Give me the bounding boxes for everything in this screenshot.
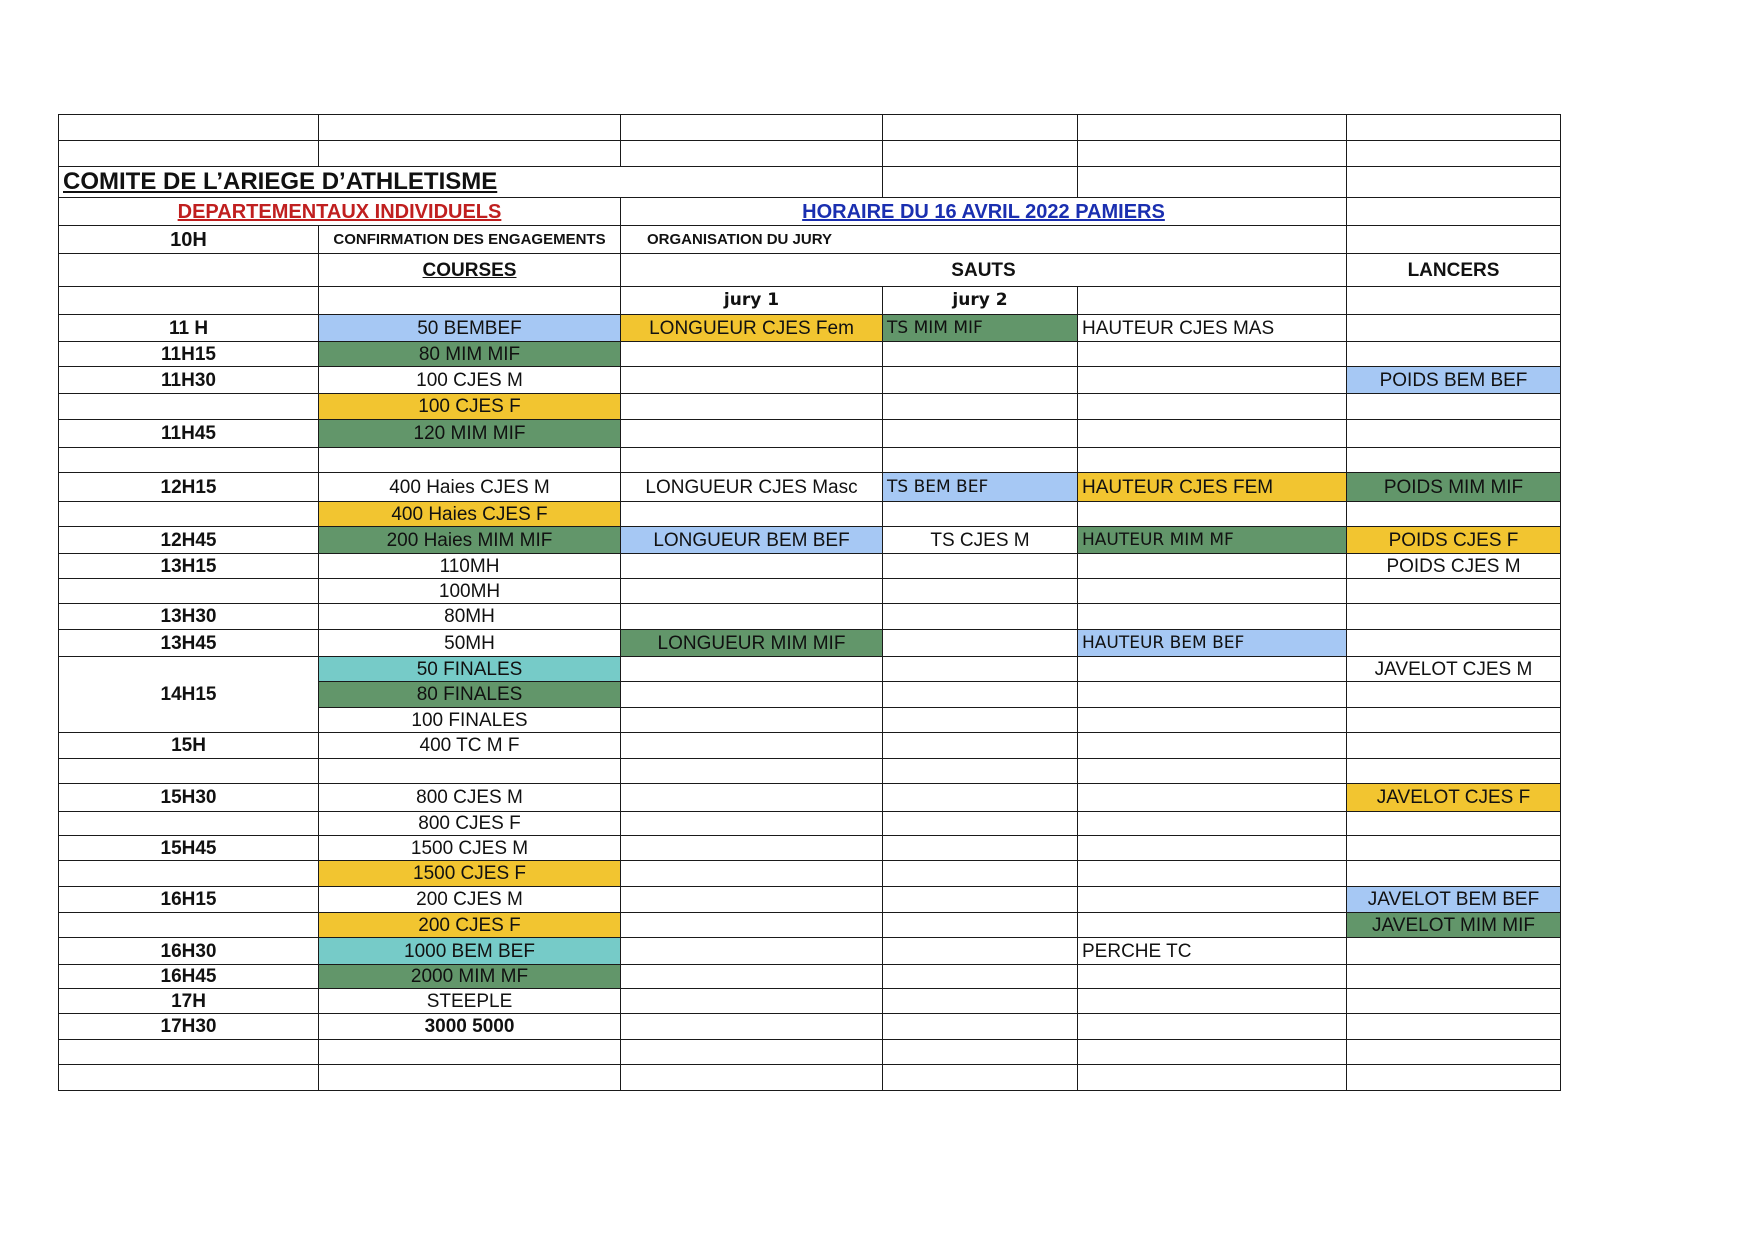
schedule-table: [58, 114, 1561, 1091]
time-cell: 11H15: [59, 342, 319, 367]
courses-event-cell: STEEPLE: [319, 989, 621, 1014]
jury2-event-cell: [883, 420, 1078, 448]
jury2-event-cell: [883, 502, 1078, 527]
time-cell: [59, 579, 319, 604]
jury1-event-cell: [621, 1014, 883, 1040]
hauteur-event-cell: [1078, 420, 1347, 448]
lancers-event-cell: POIDS CJES F: [1347, 527, 1561, 554]
courses-event-cell: [319, 1065, 621, 1091]
time-cell: [59, 913, 319, 938]
jury2-event-cell: [883, 784, 1078, 812]
schedule-row: [59, 913, 1561, 938]
courses-event-cell: 400 Haies CJES F: [319, 502, 621, 527]
committee-title: COMITE DE L’ARIEGE D’ATHLETISME: [59, 167, 883, 198]
hauteur-event-cell: [1078, 887, 1347, 913]
jury1-event-cell: [621, 759, 883, 784]
courses-event-cell: 50 BEMBEF: [319, 315, 621, 342]
time-cell: [59, 394, 319, 420]
jury-2-heading: jury 2: [883, 287, 1078, 315]
time-cell: 11H45: [59, 420, 319, 448]
jury1-event-cell: [621, 861, 883, 887]
hauteur-event-cell: [1078, 1014, 1347, 1040]
lancers-event-cell: [1347, 502, 1561, 527]
lancers-heading: LANCERS: [1347, 254, 1561, 287]
jury2-event-cell: [883, 604, 1078, 630]
lancers-event-cell: [1347, 938, 1561, 965]
courses-event-cell: 3000 5000: [319, 1014, 621, 1040]
jury2-event-cell: [883, 708, 1078, 733]
time-cell: 15H: [59, 733, 319, 759]
jury1-event-cell: LONGUEUR CJES Masc: [621, 473, 883, 502]
hauteur-event-cell: HAUTEUR CJES FEM: [1078, 473, 1347, 502]
hauteur-event-cell: [1078, 502, 1347, 527]
time-cell: [59, 861, 319, 887]
jury1-event-cell: LONGUEUR CJES Fem: [621, 315, 883, 342]
hauteur-event-cell: [1078, 657, 1347, 682]
schedule-row: [59, 1014, 1561, 1040]
time-cell: [59, 1065, 319, 1091]
courses-event-cell: 2000 MIM MF: [319, 965, 621, 989]
schedule-rows: [59, 315, 1561, 1091]
jury1-event-cell: [621, 887, 883, 913]
courses-event-cell: 800 CJES F: [319, 812, 621, 836]
time-cell: [59, 502, 319, 527]
jury1-event-cell: [621, 342, 883, 367]
lancers-event-cell: [1347, 989, 1561, 1014]
schedule-row: [59, 938, 1561, 965]
header-row-sections: [59, 254, 1561, 287]
courses-event-cell: [319, 1040, 621, 1065]
schedule-row: [59, 367, 1561, 394]
jury1-event-cell: [621, 367, 883, 394]
courses-event-cell: 200 CJES M: [319, 887, 621, 913]
jury1-event-cell: [621, 604, 883, 630]
time-cell: 13H45: [59, 630, 319, 657]
sauts-heading: SAUTS: [621, 254, 1347, 287]
schedule-row: [59, 448, 1561, 473]
time-cell: 15H45: [59, 836, 319, 861]
courses-event-cell: 120 MIM MIF: [319, 420, 621, 448]
jury2-event-cell: [883, 554, 1078, 579]
jury1-event-cell: [621, 554, 883, 579]
courses-event-cell: 80MH: [319, 604, 621, 630]
header-row-opening: [59, 226, 1561, 254]
schedule-row: [59, 812, 1561, 836]
lancers-event-cell: [1347, 604, 1561, 630]
schedule-row: [59, 502, 1561, 527]
hauteur-event-cell: [1078, 554, 1347, 579]
lancers-event-cell: [1347, 448, 1561, 473]
time-cell: 14H15: [59, 657, 319, 733]
hauteur-event-cell: [1078, 394, 1347, 420]
time-cell: 12H15: [59, 473, 319, 502]
courses-event-cell: 100 FINALES: [319, 708, 621, 733]
time-cell: 16H30: [59, 938, 319, 965]
courses-event-cell: 80 MIM MIF: [319, 342, 621, 367]
hauteur-event-cell: [1078, 1040, 1347, 1065]
schedule-row: [59, 394, 1561, 420]
jury2-event-cell: [883, 579, 1078, 604]
hauteur-event-cell: [1078, 861, 1347, 887]
schedule-date-title: HORAIRE DU 16 AVRIL 2022 PAMIERS: [621, 198, 1347, 226]
hauteur-event-cell: HAUTEUR CJES MAS: [1078, 315, 1347, 342]
schedule-row: [59, 527, 1561, 554]
jury2-event-cell: [883, 1040, 1078, 1065]
jury1-event-cell: [621, 708, 883, 733]
courses-event-cell: 1500 CJES F: [319, 861, 621, 887]
jury1-event-cell: [621, 812, 883, 836]
jury2-event-cell: TS BEM BEF: [883, 473, 1078, 502]
lancers-event-cell: [1347, 1065, 1561, 1091]
courses-event-cell: 80 FINALES: [319, 682, 621, 708]
jury2-event-cell: [883, 1014, 1078, 1040]
championship-subtitle: DEPARTEMENTAUX INDIVIDUELS: [59, 198, 621, 226]
lancers-event-cell: JAVELOT MIM MIF: [1347, 913, 1561, 938]
schedule-row: [59, 965, 1561, 989]
lancers-event-cell: [1347, 630, 1561, 657]
jury1-event-cell: [621, 913, 883, 938]
courses-event-cell: 110MH: [319, 554, 621, 579]
header-row-title: [59, 167, 1561, 198]
lancers-event-cell: [1347, 579, 1561, 604]
schedule-row: [59, 989, 1561, 1014]
jury2-event-cell: [883, 448, 1078, 473]
courses-event-cell: 50MH: [319, 630, 621, 657]
hauteur-event-cell: HAUTEUR MIM MF: [1078, 527, 1347, 554]
hauteur-event-cell: [1078, 604, 1347, 630]
hauteur-event-cell: [1078, 733, 1347, 759]
jury1-event-cell: [621, 733, 883, 759]
lancers-event-cell: [1347, 733, 1561, 759]
courses-event-cell: 1000 BEM BEF: [319, 938, 621, 965]
lancers-event-cell: [1347, 759, 1561, 784]
jury-1-heading: jury 1: [621, 287, 883, 315]
courses-event-cell: 100 CJES F: [319, 394, 621, 420]
schedule-row: [59, 554, 1561, 579]
jury1-event-cell: [621, 657, 883, 682]
jury2-event-cell: [883, 836, 1078, 861]
jury1-event-cell: LONGUEUR BEM BEF: [621, 527, 883, 554]
schedule-row: [59, 473, 1561, 502]
time-cell: 17H30: [59, 1014, 319, 1040]
schedule-row: [59, 759, 1561, 784]
hauteur-event-cell: [1078, 342, 1347, 367]
time-cell: 12H45: [59, 527, 319, 554]
lancers-event-cell: [1347, 965, 1561, 989]
jury2-event-cell: [883, 861, 1078, 887]
lancers-event-cell: [1347, 1014, 1561, 1040]
lancers-event-cell: [1347, 812, 1561, 836]
hauteur-event-cell: [1078, 759, 1347, 784]
jury2-event-cell: [883, 989, 1078, 1014]
lancers-event-cell: JAVELOT BEM BEF: [1347, 887, 1561, 913]
hauteur-event-cell: [1078, 784, 1347, 812]
header-row-blank-2: [59, 141, 1561, 167]
hauteur-event-cell: [1078, 989, 1347, 1014]
jury2-event-cell: [883, 342, 1078, 367]
time-cell: [59, 1040, 319, 1065]
courses-event-cell: [319, 448, 621, 473]
schedule-row: [59, 733, 1561, 759]
jury2-event-cell: [883, 965, 1078, 989]
jury1-event-cell: [621, 784, 883, 812]
schedule-row: [59, 420, 1561, 448]
jury1-event-cell: [621, 1040, 883, 1065]
jury2-event-cell: [883, 630, 1078, 657]
hauteur-event-cell: [1078, 579, 1347, 604]
jury-organisation-label: ORGANISATION DU JURY: [621, 226, 1347, 254]
time-cell: 13H15: [59, 554, 319, 579]
hauteur-event-cell: [1078, 913, 1347, 938]
time-cell: 13H30: [59, 604, 319, 630]
header-row-jury: [59, 287, 1561, 315]
jury1-event-cell: [621, 938, 883, 965]
courses-event-cell: 800 CJES M: [319, 784, 621, 812]
confirmation-label: CONFIRMATION DES ENGAGEMENTS: [319, 226, 621, 254]
time-cell: 11 H: [59, 315, 319, 342]
jury2-event-cell: [883, 367, 1078, 394]
hauteur-event-cell: [1078, 682, 1347, 708]
jury2-event-cell: TS CJES M: [883, 527, 1078, 554]
hauteur-event-cell: [1078, 367, 1347, 394]
jury2-event-cell: [883, 938, 1078, 965]
jury1-event-cell: [621, 579, 883, 604]
lancers-event-cell: [1347, 861, 1561, 887]
hauteur-event-cell: [1078, 1065, 1347, 1091]
jury2-event-cell: [883, 812, 1078, 836]
jury2-event-cell: [883, 759, 1078, 784]
lancers-event-cell: [1347, 1040, 1561, 1065]
lancers-event-cell: JAVELOT CJES M: [1347, 657, 1561, 682]
hauteur-event-cell: [1078, 965, 1347, 989]
lancers-event-cell: POIDS CJES M: [1347, 554, 1561, 579]
time-cell: [59, 759, 319, 784]
time-cell: 15H30: [59, 784, 319, 812]
courses-event-cell: 200 CJES F: [319, 913, 621, 938]
time-cell: [59, 448, 319, 473]
lancers-event-cell: [1347, 315, 1561, 342]
hauteur-event-cell: PERCHE TC: [1078, 938, 1347, 965]
jury2-event-cell: TS MIM MIF: [883, 315, 1078, 342]
hauteur-event-cell: [1078, 448, 1347, 473]
courses-event-cell: 400 TC M F: [319, 733, 621, 759]
courses-event-cell: 400 Haies CJES M: [319, 473, 621, 502]
header-row-subtitle: [59, 198, 1561, 226]
schedule-row: [59, 1040, 1561, 1065]
start-time: 10H: [59, 226, 319, 254]
lancers-event-cell: [1347, 708, 1561, 733]
time-cell: 17H: [59, 989, 319, 1014]
courses-event-cell: 50 FINALES: [319, 657, 621, 682]
hauteur-event-cell: [1078, 708, 1347, 733]
jury1-event-cell: [621, 502, 883, 527]
jury2-event-cell: [883, 733, 1078, 759]
lancers-event-cell: [1347, 342, 1561, 367]
jury1-event-cell: [621, 1065, 883, 1091]
hauteur-event-cell: [1078, 812, 1347, 836]
schedule-row: [59, 657, 1561, 682]
jury2-event-cell: [883, 394, 1078, 420]
header-row-blank-1: [59, 115, 1561, 141]
courses-event-cell: 1500 CJES M: [319, 836, 621, 861]
schedule-row: [59, 315, 1561, 342]
schedule-row: [59, 836, 1561, 861]
courses-event-cell: [319, 759, 621, 784]
courses-event-cell: 100MH: [319, 579, 621, 604]
jury2-event-cell: [883, 887, 1078, 913]
lancers-event-cell: [1347, 420, 1561, 448]
hauteur-event-cell: [1078, 836, 1347, 861]
time-cell: [59, 812, 319, 836]
jury1-event-cell: [621, 394, 883, 420]
jury1-event-cell: [621, 448, 883, 473]
schedule-row: [59, 630, 1561, 657]
lancers-event-cell: [1347, 394, 1561, 420]
jury2-event-cell: [883, 1065, 1078, 1091]
time-cell: 11H30: [59, 367, 319, 394]
jury1-event-cell: [621, 836, 883, 861]
schedule-row: [59, 342, 1561, 367]
schedule-row: [59, 887, 1561, 913]
jury1-event-cell: [621, 682, 883, 708]
time-cell: 16H45: [59, 965, 319, 989]
jury1-event-cell: [621, 989, 883, 1014]
lancers-event-cell: [1347, 682, 1561, 708]
schedule-row: [59, 579, 1561, 604]
schedule-row: [59, 604, 1561, 630]
lancers-event-cell: POIDS BEM BEF: [1347, 367, 1561, 394]
schedule-row: [59, 861, 1561, 887]
jury2-event-cell: [883, 913, 1078, 938]
lancers-event-cell: POIDS MIM MIF: [1347, 473, 1561, 502]
time-cell: 16H15: [59, 887, 319, 913]
courses-heading: COURSES: [319, 254, 621, 287]
schedule-row: [59, 1065, 1561, 1091]
courses-event-cell: 100 CJES M: [319, 367, 621, 394]
lancers-event-cell: [1347, 836, 1561, 861]
jury1-event-cell: LONGUEUR MIM MIF: [621, 630, 883, 657]
jury2-event-cell: [883, 657, 1078, 682]
lancers-event-cell: JAVELOT CJES F: [1347, 784, 1561, 812]
hauteur-event-cell: HAUTEUR BEM BEF: [1078, 630, 1347, 657]
schedule-row: [59, 784, 1561, 812]
jury2-event-cell: [883, 682, 1078, 708]
courses-event-cell: 200 Haies MIM MIF: [319, 527, 621, 554]
jury1-event-cell: [621, 420, 883, 448]
jury1-event-cell: [621, 965, 883, 989]
